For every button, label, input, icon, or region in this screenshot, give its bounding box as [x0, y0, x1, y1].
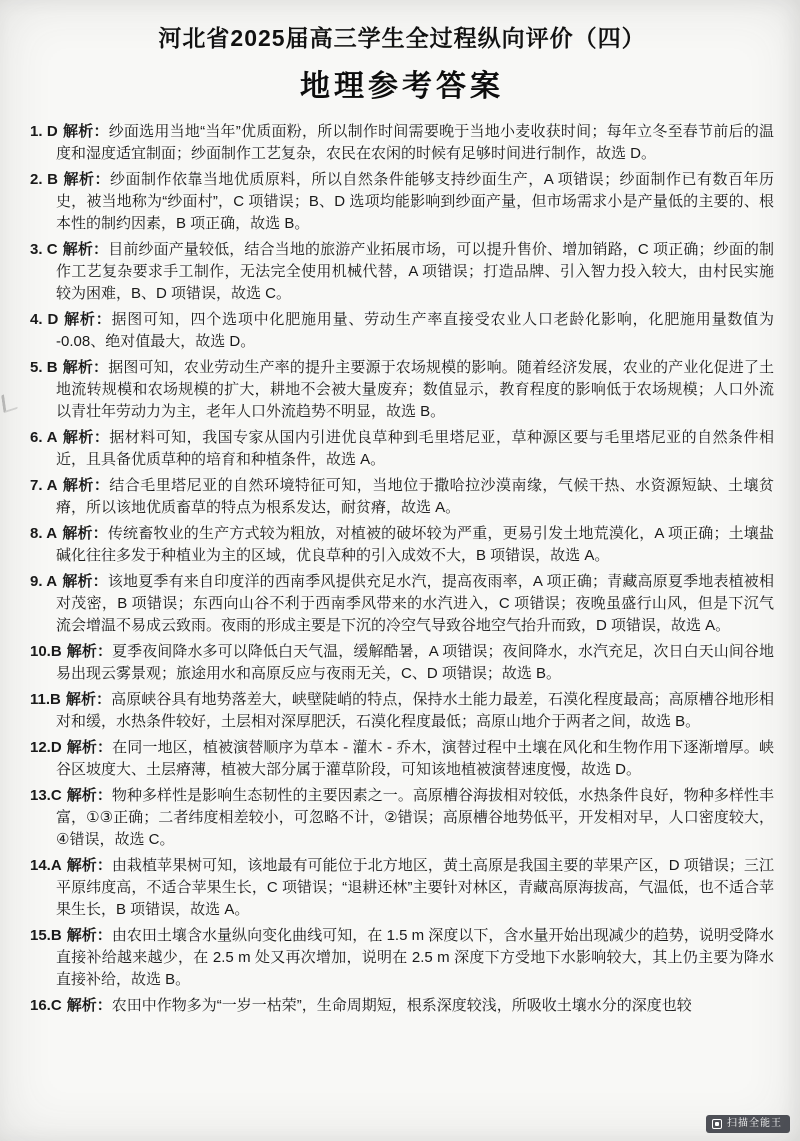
watermark-label: 扫描全能王 [727, 1118, 782, 1129]
analysis-label: 解析： [62, 525, 108, 542]
analysis-label: 解析： [66, 643, 113, 660]
analysis-label: 解析： [66, 857, 112, 874]
analysis-text: 夏季夜间降水多可以降低白天气温，缓解酷暑，A 项错误；夜间降水，水汽充足，次日白天山间谷地易出现云雾景观；旅途用水和高原反应与夜雨无关，C、D 项错误；故选 B。 [56, 643, 774, 682]
answer-item [30, 427, 774, 471]
analysis-label: 解析： [62, 359, 109, 376]
analysis-text: 农田中作物多为“一岁一枯荣”，生命周期短，根系深度较浅，所吸收土壤水分的深度也较 [111, 997, 692, 1014]
item-number-answer: 15.B [30, 927, 62, 944]
item-number-answer: 14.A [30, 857, 62, 874]
analysis-text: 由栽植苹果树可知，该地最有可能位于北方地区，黄土高原是我国主要的苹果产区，D 项错误；三江平原纬度高，不适合苹果生长，C 项错误；“退耕还林”主要针对林区，青藏高原海拔高，气温低，也不适合苹果生长，B 项错误，故选 A。 [56, 857, 774, 918]
scan-artifact [1, 391, 18, 414]
answer-item [30, 357, 774, 423]
item-number-answer: 1. D [30, 123, 58, 140]
item-number-answer: 7. A [30, 477, 58, 494]
item-number-answer: 11.B [30, 691, 61, 708]
item-number-answer: 12.D [30, 739, 62, 756]
answer-item [30, 689, 774, 733]
analysis-label: 解析： [62, 477, 110, 494]
analysis-text: 结合毛里塔尼亚的自然环境特征可知，当地位于撒哈拉沙漠南缘，气候干热、水资源短缺、土壤贫瘠，所以该地优质畜草的特点为根系发达，耐贫瘠，故选 A。 [56, 477, 774, 516]
answer-item [30, 239, 774, 305]
answer-item [30, 121, 774, 165]
item-number-answer: 10.B [30, 643, 62, 660]
item-number-answer: 3. C [30, 241, 58, 258]
item-number-answer: 9. A [30, 573, 58, 590]
analysis-label: 解析： [62, 573, 108, 590]
answer-item [30, 737, 774, 781]
answer-item [30, 641, 774, 685]
analysis-label: 解析： [63, 171, 110, 188]
analysis-text: 据图可知，农业劳动生产率的提升主要源于农场规模的影响。随着经济发展，农业的产业化促进了土地流转规模和农场规模的扩大，耕地不会被大量废弃；数值显示，教育程度的影响低于农场规模；人口外流以青壮年劳动力为主，老年人口外流趋势不明显，故选 B。 [56, 359, 774, 420]
item-number-answer: 6. A [30, 429, 58, 446]
answer-item [30, 475, 774, 519]
item-number-answer: 13.C [30, 787, 62, 804]
answer-list [30, 121, 774, 1017]
answer-item [30, 523, 774, 567]
analysis-label: 解析： [66, 927, 112, 944]
analysis-label: 解析： [62, 241, 109, 258]
analysis-text: 物种多样性是影响生态韧性的主要因素之一。高原槽谷海拔相对较低，水热条件良好，物种多样性丰富，①③正确；二者纬度相差较小，可忽略不计，②错误；高原槽谷地势低平，开发相对早，人口密度较大，④错误，故选 C。 [56, 787, 774, 848]
answer-item [30, 855, 774, 921]
analysis-text: 目前纱面产量较低，结合当地的旅游产业拓展市场，可以提升售价、增加销路，C 项正确；纱面的制作工艺复杂要求手工制作，无法完全使用机械代替，A 项错误；打造品牌、引入智力投入较大，由村民实施较为困难，B、D 项错误，故选 C。 [56, 241, 774, 302]
scanner-icon [712, 1119, 722, 1129]
answer-item [30, 925, 774, 991]
analysis-label: 解析： [66, 997, 112, 1014]
item-number-answer: 8. A [30, 525, 58, 542]
analysis-label: 解析： [63, 311, 112, 328]
analysis-text: 据图可知，四个选项中化肥施用量、劳动生产率直接受农业人口老龄化影响，化肥施用量数值为 -0.08、绝对值最大，故选 D。 [56, 311, 774, 350]
analysis-text: 由农田土壤含水量纵向变化曲线可知，在 1.5 m 深度以下，含水量开始出现减少的趋势，说明受降水直接补给越来越少，在 2.5 m 处又再次增加，说明在 2.5 m 深度下方受地下水影响较大，其上仍主要为降水直接补给，故选 B。 [56, 927, 774, 988]
analysis-label: 解析： [62, 429, 110, 446]
analysis-text: 纱面制作依靠当地优质原料，所以自然条件能够支持纱面生产，A 项错误；纱面制作已有数百年历史，被当地称为“纱面村”，C 项错误；B、D 选项均能影响到纱面产量，但市场需求小是产量低的主要的、根本性的制约因素，B 项正确，故选 B。 [56, 171, 774, 232]
analysis-label: 解析： [66, 739, 113, 756]
analysis-text: 传统畜牧业的生产方式较为粗放，对植被的破坏较为严重，更易引发土地荒漠化，A 项正确；土壤盐碱化往往多发于种植业为主的区域，优良草种的引入成效不大，B 项错误，故选 A。 [56, 525, 774, 564]
analysis-text: 在同一地区，植被演替顺序为草本 - 灌木 - 乔木，演替过程中土壤在风化和生物作用下逐渐增厚。峡谷区坡度大、土层瘠薄，植被大部分属于灌草阶段，可知该地植被演替速度慢，故选 D。 [56, 739, 774, 778]
analysis-label: 解析： [66, 787, 112, 804]
item-number-answer: 2. B [30, 171, 59, 188]
answer-item [30, 571, 774, 637]
answer-item [30, 785, 774, 851]
answer-item [30, 169, 774, 235]
item-number-answer: 4. D [30, 311, 59, 328]
analysis-label: 解析： [62, 123, 109, 140]
document-subtitle: 地理参考答案 [300, 70, 504, 103]
answer-item [30, 309, 774, 353]
analysis-text: 纱面选用当地“当年”优质面粉，所以制作时间需要晚于当地小麦收获时间；每年立冬至春节前后的温度和湿度适宜制面；纱面制作工艺复杂，农民在农闲的时候有足够时间进行制作，故选 D。 [56, 123, 774, 162]
analysis-text: 高原峡谷具有地势落差大，峡壁陡峭的特点，保持水土能力最差，石漠化程度最高；高原槽谷地形相对和缓，水热条件较好，土层相对深厚肥沃，石漠化程度最低；高原山地介于两者之间，故选 B。 [56, 691, 774, 730]
analysis-text: 据材料可知，我国专家从国内引进优良草种到毛里塔尼亚，草种源区要与毛里塔尼亚的自然条件相近，且具备优质草种的培育和种植条件，故选 A。 [56, 429, 774, 468]
camscanner-watermark [706, 1115, 790, 1133]
item-number-answer: 16.C [30, 997, 62, 1014]
answer-item [30, 995, 774, 1017]
analysis-label: 解析： [65, 691, 112, 708]
document-title: 河北省2025届高三学生全过程纵向评价（四） [158, 25, 646, 51]
item-number-answer: 5. B [30, 359, 58, 376]
analysis-text: 该地夏季有来自印度洋的西南季风提供充足水汽，提高夜雨率，A 项正确；青藏高原夏季地表植被相对茂密，B 项错误；东西向山谷不利于西南季风带来的水汽进入，C 项错误；夜晚虽盛行山风，但是下沉气流会增温不易成云致雨。夜雨的形成主要是下沉的冷空气导致谷地空气抬升而致，D 项错误，故选 A。 [56, 573, 774, 634]
